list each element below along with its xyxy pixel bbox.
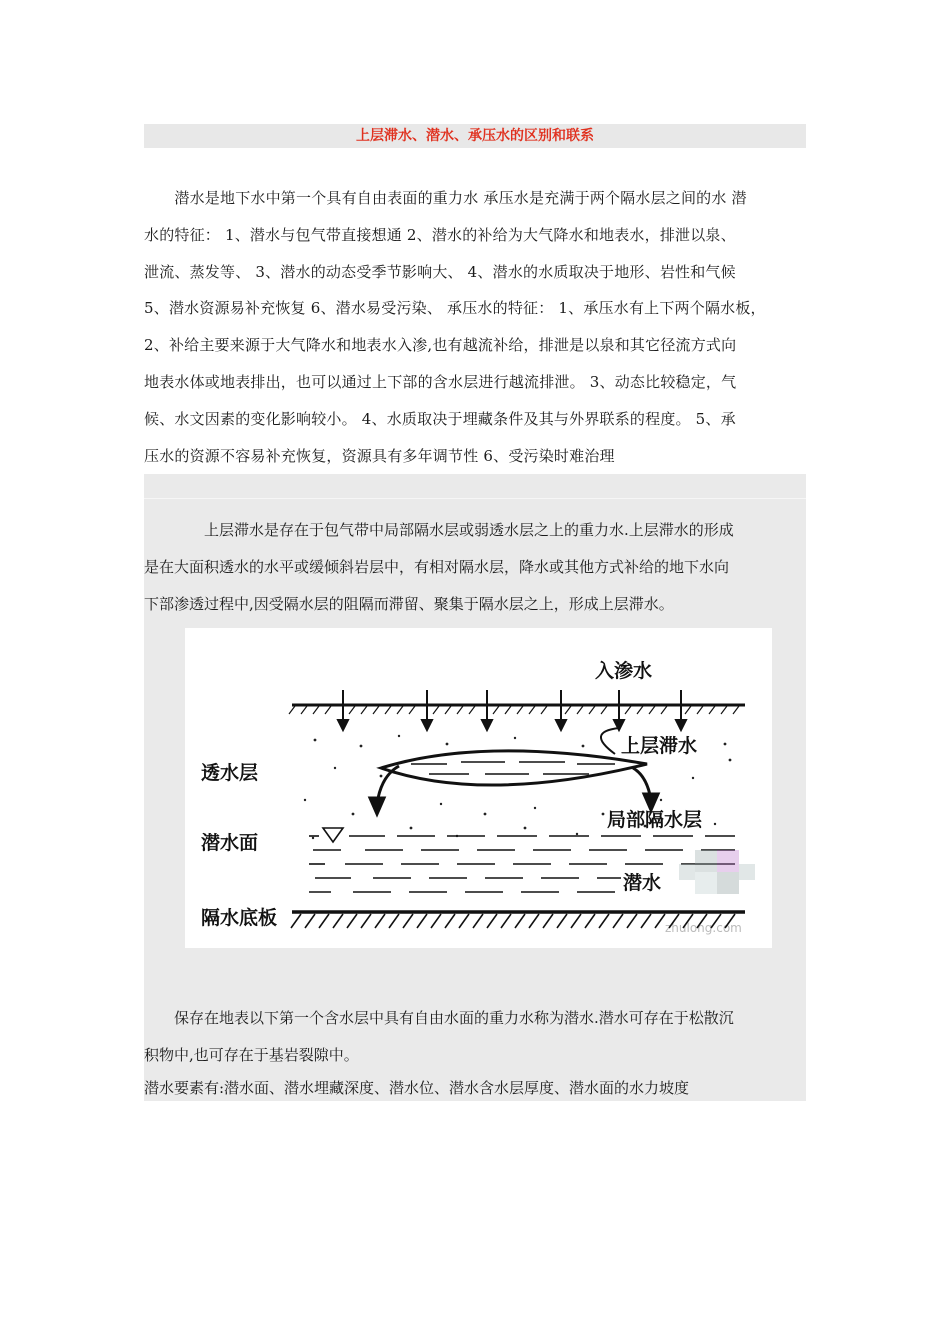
perched-water-pointer [601,728,619,754]
text-line: 上层滞水是存在于包气带中局部隔水层或弱透水层之上的重力水.上层滞水的形成 [144,521,734,539]
text-line: 水的特征： 1、潜水与包气带直接想通 2、潜水的补给为大气降水和地表水，排泄以泉、 [144,225,736,244]
label-local-aquiclude: 局部隔水层 [607,809,703,831]
text-line: 积物中,也可存在于基岩裂隙中。 [144,1045,359,1064]
paragraph-features [144,180,810,474]
paragraph-phreatic-water [144,1000,810,1074]
text-line: 5、潜水资源易补充恢复 6、潜水易受污染、 承压水的特征： 1、承压水有上下两个隔水板， [144,299,766,318]
watermark-text: zhulong.com [665,921,742,935]
text-line: 候、水文因素的变化影响较小。 4、水质取决于埋藏条件及其与外界联系的程度。 5、承 [144,409,736,428]
watermark-logo [679,850,755,894]
water-table-lines [309,828,735,892]
label-perched-water: 上层滞水 [621,735,698,757]
label-impermeable-base: 隔水底板 [201,907,278,929]
text-line: 2、补给主要来源于大气降水和地表水入渗,也有越流补给，排泄是以泉和其它径流方式向 [144,336,737,355]
text-line: 潜水是地下水中第一个具有自由表面的重力水 承压水是充满于两个隔水层之间的水 潜 [144,189,747,207]
label-phreatic-water: 潜水 [623,872,662,894]
text-line: 泄流、蒸发等、 3、潜水的动态受季节影响大、 4、潜水的水质取决于地形、岩性和气候 [144,262,736,281]
text-line: 是在大面积透水的水平或缓倾斜岩层中，有相对隔水层，降水或其他方式补给的地下水向 [144,557,730,576]
text-line: 下部渗透过程中,因受隔水层的阻隔而滞留、聚集于隔水层之上，形成上层滞水。 [144,594,674,613]
text-line: 压水的资源不容易补充恢复，资源具有多年调节性 6、受污染时难治理 [144,446,615,465]
text-line: 保存在地表以下第一个含水层中具有自由水面的重力水称为潜水.潜水可存在于松散沉 [144,1009,734,1027]
label-water-table: 潜水面 [201,832,259,854]
page-title: 上层滞水、潜水、承压水的区别和联系 [144,124,806,148]
groundwater-diagram [185,628,772,948]
paragraph-phreatic-elements: 潜水要素有:潜水面、潜水埋藏深度、潜水位、潜水含水层厚度、潜水面的水力坡度 [144,1079,690,1097]
label-infiltration: 入渗水 [595,660,653,682]
paragraph-perched-water [144,512,810,622]
local-aquiclude-lens [381,751,647,785]
label-permeable-layer: 透水层 [201,762,259,784]
divider [144,498,806,499]
surface-hatching [289,706,739,714]
infiltration-arrows [338,690,686,730]
text-line: 地表水体或地表排出，也可以通过上下部的含水层进行越流排泄。 3、动态比较稳定，气 [144,372,737,391]
